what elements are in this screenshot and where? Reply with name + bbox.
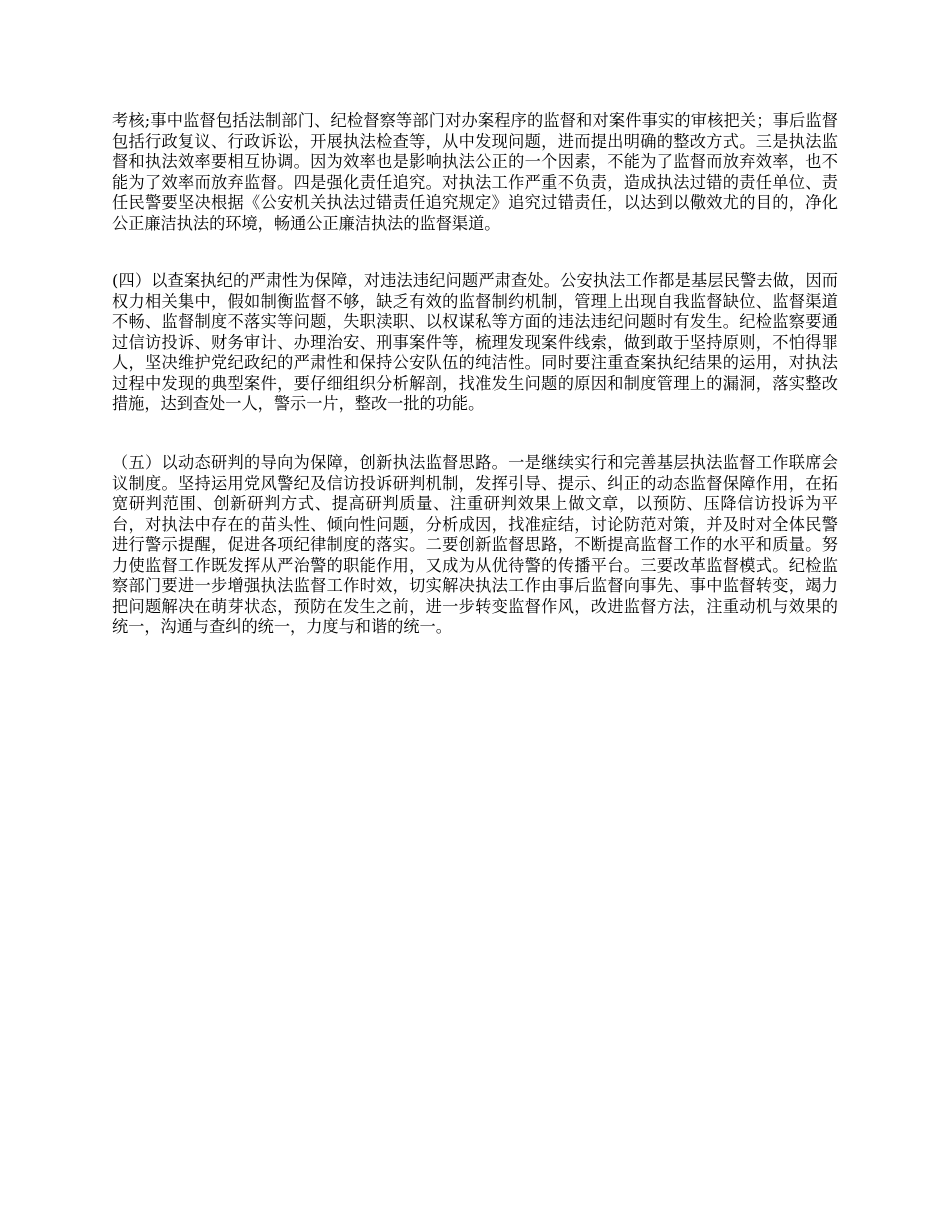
paragraph-dynamic-analysis: （五）以动态研判的导向为保障，创新执法监督思路。一是继续实行和完善基层执法监督工作联席会议制度。坚持运用党风警纪及信访投诉研判机制，发挥引导、提示、纠正的动态监督保障作用，在拓宽研判范围、创新研判方式、提高研判质量、注重研判效果上做文章，以预防、压降信访投诉为平台，对执法中存在的苗头性、倾向性问题，分析成因，找准症结，讨论防范对策，并及时对全体民警进行警示提醒，促进各项纪律制度的落实。二要创新监督思路，不断提高监督工作的水平和质量。努力使监督工作既发挥从严治警的职能作用，又成为从优待警的传播平台。三要改革监督模式。纪检监察部门要进一步增强执法监督工作时效，切实解决执法工作由事后监督向事先、事中监督转变，竭力把问题解决在萌芽状态，预防在发生之前，进一步转变监督作风，改进监督方法，注重动机与效果的统一，沟通与查纠的统一，力度与和谐的统一。 [112,453,838,636]
paragraph-supervision-coordination: 考核;事中监督包括法制部门、纪检督察等部门对办案程序的监督和对案件事实的审核把关；事后监督包括行政复议、行政诉讼，开展执法检查等，从中发现问题，进而提出明确的整改方式。三是执法监督和执法效率要相互协调。因为效率也是影响执法公正的一个因素，不能为了监督而放弃效率，也不能为了效率而放弃监督。四是强化责任追究。对执法工作严重不负责，造成执法过错的责任单位、责任民警要坚决根据《公安机关执法过错责任追究规定》追究过错责任，以达到以儆效尤的目的，净化公正廉洁执法的环境，畅通公正廉洁执法的监督渠道。 [112,111,838,233]
paragraph-case-discipline: (四）以查案执纪的严肃性为保障，对违法违纪问题严肃查处。公安执法工作都是基层民警去做，因而权力相关集中，假如制衡监督不够，缺乏有效的监督制约机制，管理上出现自我监督缺位、监督渠道不畅、监督制度不落实等问题，失职渎职、以权谋私等方面的违法违纪问题时有发生。纪检监察要通过信访投诉、财务审计、办理治安、刑事案件等，梳理发现案件线索，做到敢于坚持原则，不怕得罪人，坚决维护党纪政纪的严肃性和保持公安队伍的纯洁性。同时要注重查案执纪结果的运用，对执法过程中发现的典型案件，要仔细组织分析解剖，找准发生问题的原因和制度管理上的漏洞，落实整改措施，达到查处一人，警示一片，整改一批的功能。 [112,271,838,413]
